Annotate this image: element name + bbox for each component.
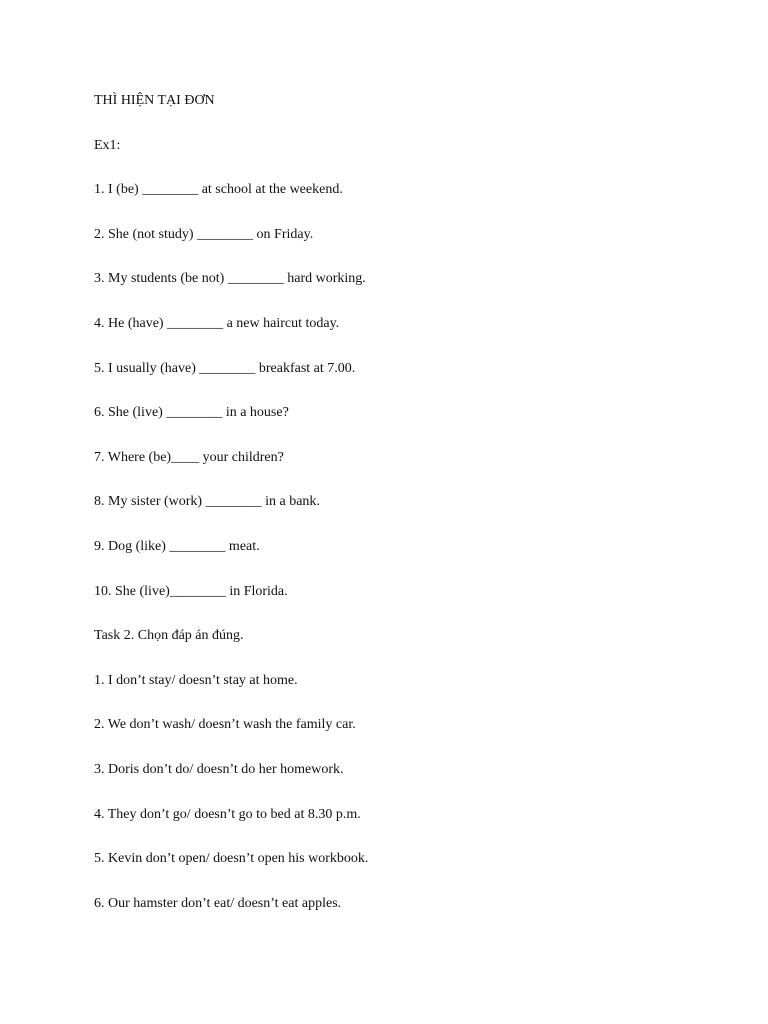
ex1-item-4: 4. He (have) ________ a new haircut today.: [94, 315, 340, 331]
document-title: THÌ HIỆN TẠI ĐƠN: [94, 93, 215, 108]
ex1-heading: Ex1:: [94, 137, 121, 153]
ex1-item-10: 10. She (live)________ in Florida.: [94, 583, 288, 599]
task2-item-3: 3. Doris don’t do/ doesn’t do her homework.: [94, 761, 344, 777]
task2-item-1: 1. I don’t stay/ doesn’t stay at home.: [94, 672, 298, 688]
ex1-item-9: 9. Dog (like) ________ meat.: [94, 538, 260, 554]
task2-item-5: 5. Kevin don’t open/ doesn’t open his workbook.: [94, 851, 369, 867]
ex1-item-1: 1. I (be) ________ at school at the weekend.: [94, 182, 343, 198]
task2-item-2: 2. We don’t wash/ doesn’t wash the family car.: [94, 717, 356, 733]
task2-item-4: 4. They don’t go/ doesn’t go to bed at 8.30 p.m.: [94, 806, 361, 822]
document-content: [94, 91, 694, 938]
ex1-item-8: 8. My sister (work) ________ in a bank.: [94, 494, 320, 510]
task2-item-6: 6. Our hamster don’t eat/ doesn’t eat apples.: [94, 895, 342, 911]
ex1-item-5: 5. I usually (have) ________ breakfast at 7.00.: [94, 360, 356, 376]
ex1-item-3: 3. My students (be not) ________ hard working.: [94, 271, 366, 287]
ex1-item-2: 2. She (not study) ________ on Friday.: [94, 226, 314, 242]
ex1-item-7: 7. Where (be)____ your children?: [94, 449, 284, 465]
task2-heading: Task 2. Chọn đáp án đúng.: [94, 628, 244, 644]
ex1-item-6: 6. She (live) ________ in a house?: [94, 405, 289, 421]
